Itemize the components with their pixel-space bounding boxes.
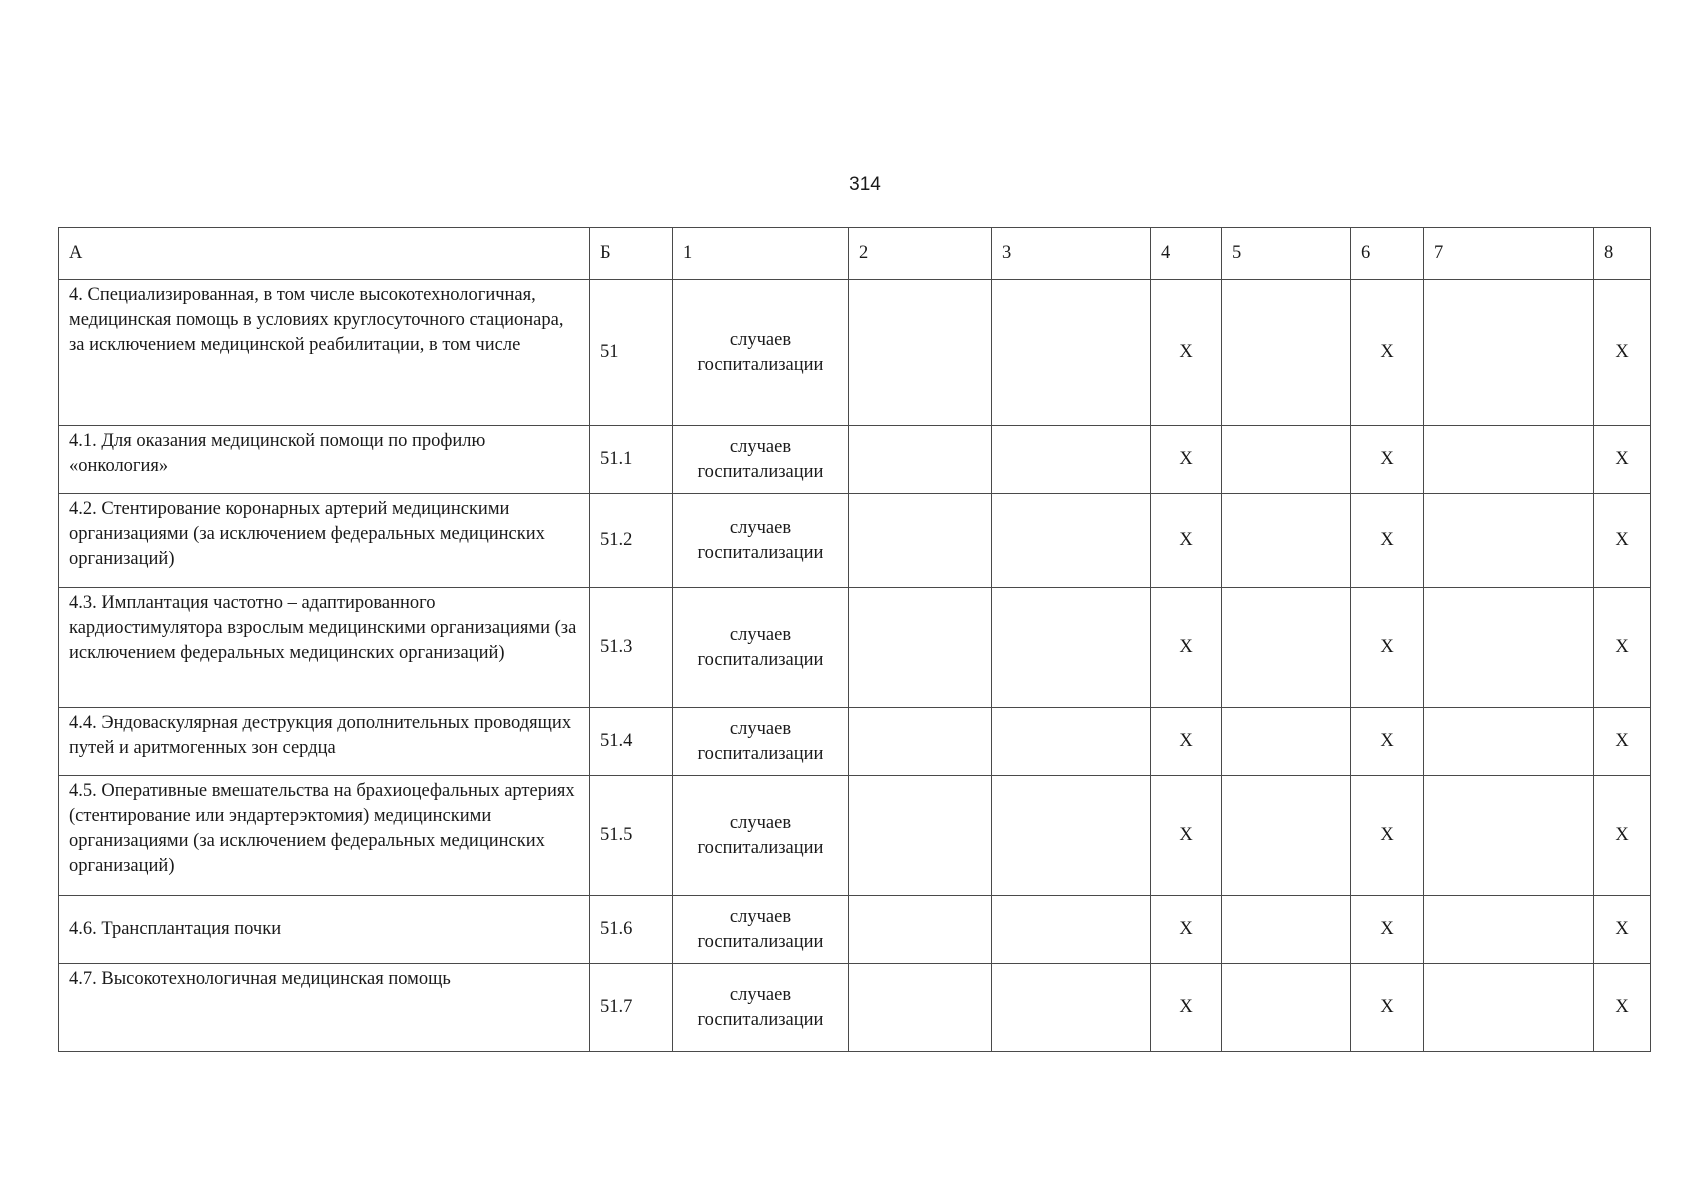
row-value-cell (1222, 896, 1351, 964)
row-value-cell (1222, 708, 1351, 776)
row-value-cell: Х (1151, 280, 1222, 426)
header-cell: 7 (1424, 228, 1594, 280)
row-value-cell (992, 708, 1151, 776)
row-name-cell: 4.4. Эндоваскулярная деструкция дополнительных проводящих путей и аритмогенных зон сердца (59, 708, 590, 776)
row-value-cell (1222, 494, 1351, 588)
row-code-cell: 51 (590, 280, 673, 426)
row-name-cell: 4.5. Оперативные вмешательства на брахиоцефальных артериях (стентирование или эндартерэктомия) медицинскими организациями (за исключением федеральных медицинских организаций) (59, 776, 590, 896)
row-value-cell (849, 896, 992, 964)
unit-line: госпитализации (697, 837, 824, 858)
row-value-cell: Х (1351, 896, 1424, 964)
row-value-cell: Х (1351, 494, 1424, 588)
row-unit-cell (673, 776, 849, 896)
unit-line: госпитализации (697, 542, 824, 563)
table-row (59, 494, 1651, 588)
table-row (59, 964, 1651, 1052)
unit-line: случаев (729, 906, 792, 927)
row-value-cell (849, 426, 992, 494)
row-value-cell (992, 494, 1151, 588)
row-value-cell (849, 588, 992, 708)
table-row (59, 588, 1651, 708)
row-unit-cell (673, 494, 849, 588)
table-row (59, 776, 1651, 896)
row-code-cell: 51.4 (590, 708, 673, 776)
row-value-cell: Х (1151, 896, 1222, 964)
row-value-cell: Х (1594, 494, 1651, 588)
header-cell: 6 (1351, 228, 1424, 280)
header-cell: 5 (1222, 228, 1351, 280)
row-value-cell (992, 426, 1151, 494)
unit-line: госпитализации (697, 1009, 824, 1030)
row-value-cell: Х (1351, 708, 1424, 776)
unit-line: случаев (729, 984, 792, 1005)
row-code-cell: 51.6 (590, 896, 673, 964)
row-value-cell: Х (1151, 708, 1222, 776)
unit-line: госпитализации (697, 461, 824, 482)
row-value-cell: Х (1594, 280, 1651, 426)
row-name-cell: 4.1. Для оказания медицинской помощи по профилю «онкология» (59, 426, 590, 494)
row-value-cell: Х (1594, 588, 1651, 708)
row-value-cell: Х (1351, 588, 1424, 708)
row-value-cell (849, 708, 992, 776)
unit-line: госпитализации (697, 931, 824, 952)
row-unit-cell (673, 280, 849, 426)
row-value-cell: Х (1594, 964, 1651, 1052)
table-header-row (59, 228, 1651, 280)
row-value-cell: Х (1351, 280, 1424, 426)
row-unit-cell (673, 708, 849, 776)
row-value-cell (1424, 280, 1594, 426)
row-code-cell: 51.3 (590, 588, 673, 708)
row-value-cell (1424, 426, 1594, 494)
row-value-cell (1222, 776, 1351, 896)
table-row (59, 426, 1651, 494)
row-unit-cell (673, 426, 849, 494)
row-code-cell: 51.2 (590, 494, 673, 588)
table-row (59, 896, 1651, 964)
unit-line: случаев (729, 718, 792, 739)
page-number: 314 (849, 174, 881, 195)
unit-line: случаев (729, 812, 792, 833)
row-code-cell: 51.5 (590, 776, 673, 896)
row-value-cell (1424, 708, 1594, 776)
header-cell: А (59, 228, 590, 280)
row-value-cell (1424, 588, 1594, 708)
row-value-cell (1424, 896, 1594, 964)
row-value-cell: Х (1351, 964, 1424, 1052)
row-value-cell (1222, 280, 1351, 426)
table-row (59, 708, 1651, 776)
row-value-cell (1222, 964, 1351, 1052)
unit-line: госпитализации (697, 354, 824, 375)
row-unit-cell (673, 964, 849, 1052)
row-value-cell: Х (1594, 896, 1651, 964)
header-cell: 2 (849, 228, 992, 280)
row-value-cell (849, 280, 992, 426)
unit-line: случаев (729, 436, 792, 457)
row-value-cell (992, 280, 1151, 426)
row-value-cell: Х (1151, 964, 1222, 1052)
row-value-cell: Х (1594, 708, 1651, 776)
row-name-cell: 4. Специализированная, в том числе высокотехнологичная, медицинская помощь в условиях круглосуточного стационара, за исключением медицинской реабилитации, в том числе (59, 280, 590, 426)
row-name-cell: 4.7. Высокотехнологичная медицинская помощь (59, 964, 590, 1052)
unit-line: госпитализации (697, 743, 824, 764)
data-table (58, 227, 1651, 1052)
row-code-cell: 51.1 (590, 426, 673, 494)
row-value-cell: Х (1151, 426, 1222, 494)
row-unit-cell (673, 588, 849, 708)
row-value-cell (1424, 776, 1594, 896)
unit-line: случаев (729, 624, 792, 645)
header-cell: 8 (1594, 228, 1651, 280)
row-value-cell (992, 896, 1151, 964)
unit-line: случаев (729, 329, 792, 350)
row-value-cell: Х (1351, 776, 1424, 896)
row-value-cell: Х (1151, 776, 1222, 896)
row-value-cell: Х (1151, 494, 1222, 588)
row-value-cell: Х (1594, 426, 1651, 494)
unit-line: госпитализации (697, 649, 824, 670)
row-value-cell (849, 964, 992, 1052)
row-value-cell (1222, 588, 1351, 708)
row-value-cell: Х (1594, 776, 1651, 896)
table-row (59, 280, 1651, 426)
row-value-cell (849, 494, 992, 588)
row-value-cell (992, 776, 1151, 896)
header-cell: 4 (1151, 228, 1222, 280)
row-code-cell: 51.7 (590, 964, 673, 1052)
row-value-cell (992, 964, 1151, 1052)
unit-line: случаев (729, 517, 792, 538)
row-value-cell (1424, 964, 1594, 1052)
row-name-cell: 4.3. Имплантация частотно – адаптированного кардиостимулятора взрослым медицинскими организациями (за исключением федеральных медицинских организаций) (59, 588, 590, 708)
row-value-cell (849, 776, 992, 896)
row-value-cell (1222, 426, 1351, 494)
row-value-cell (992, 588, 1151, 708)
header-cell: 1 (673, 228, 849, 280)
row-value-cell: Х (1351, 426, 1424, 494)
row-value-cell (1424, 494, 1594, 588)
row-name-cell: 4.6. Трансплантация почки (59, 896, 590, 964)
row-unit-cell (673, 896, 849, 964)
header-cell: Б (590, 228, 673, 280)
row-value-cell: Х (1151, 588, 1222, 708)
header-cell: 3 (992, 228, 1151, 280)
row-name-cell: 4.2. Стентирование коронарных артерий медицинскими организациями (за исключением федеральных медицинских организаций) (59, 494, 590, 588)
